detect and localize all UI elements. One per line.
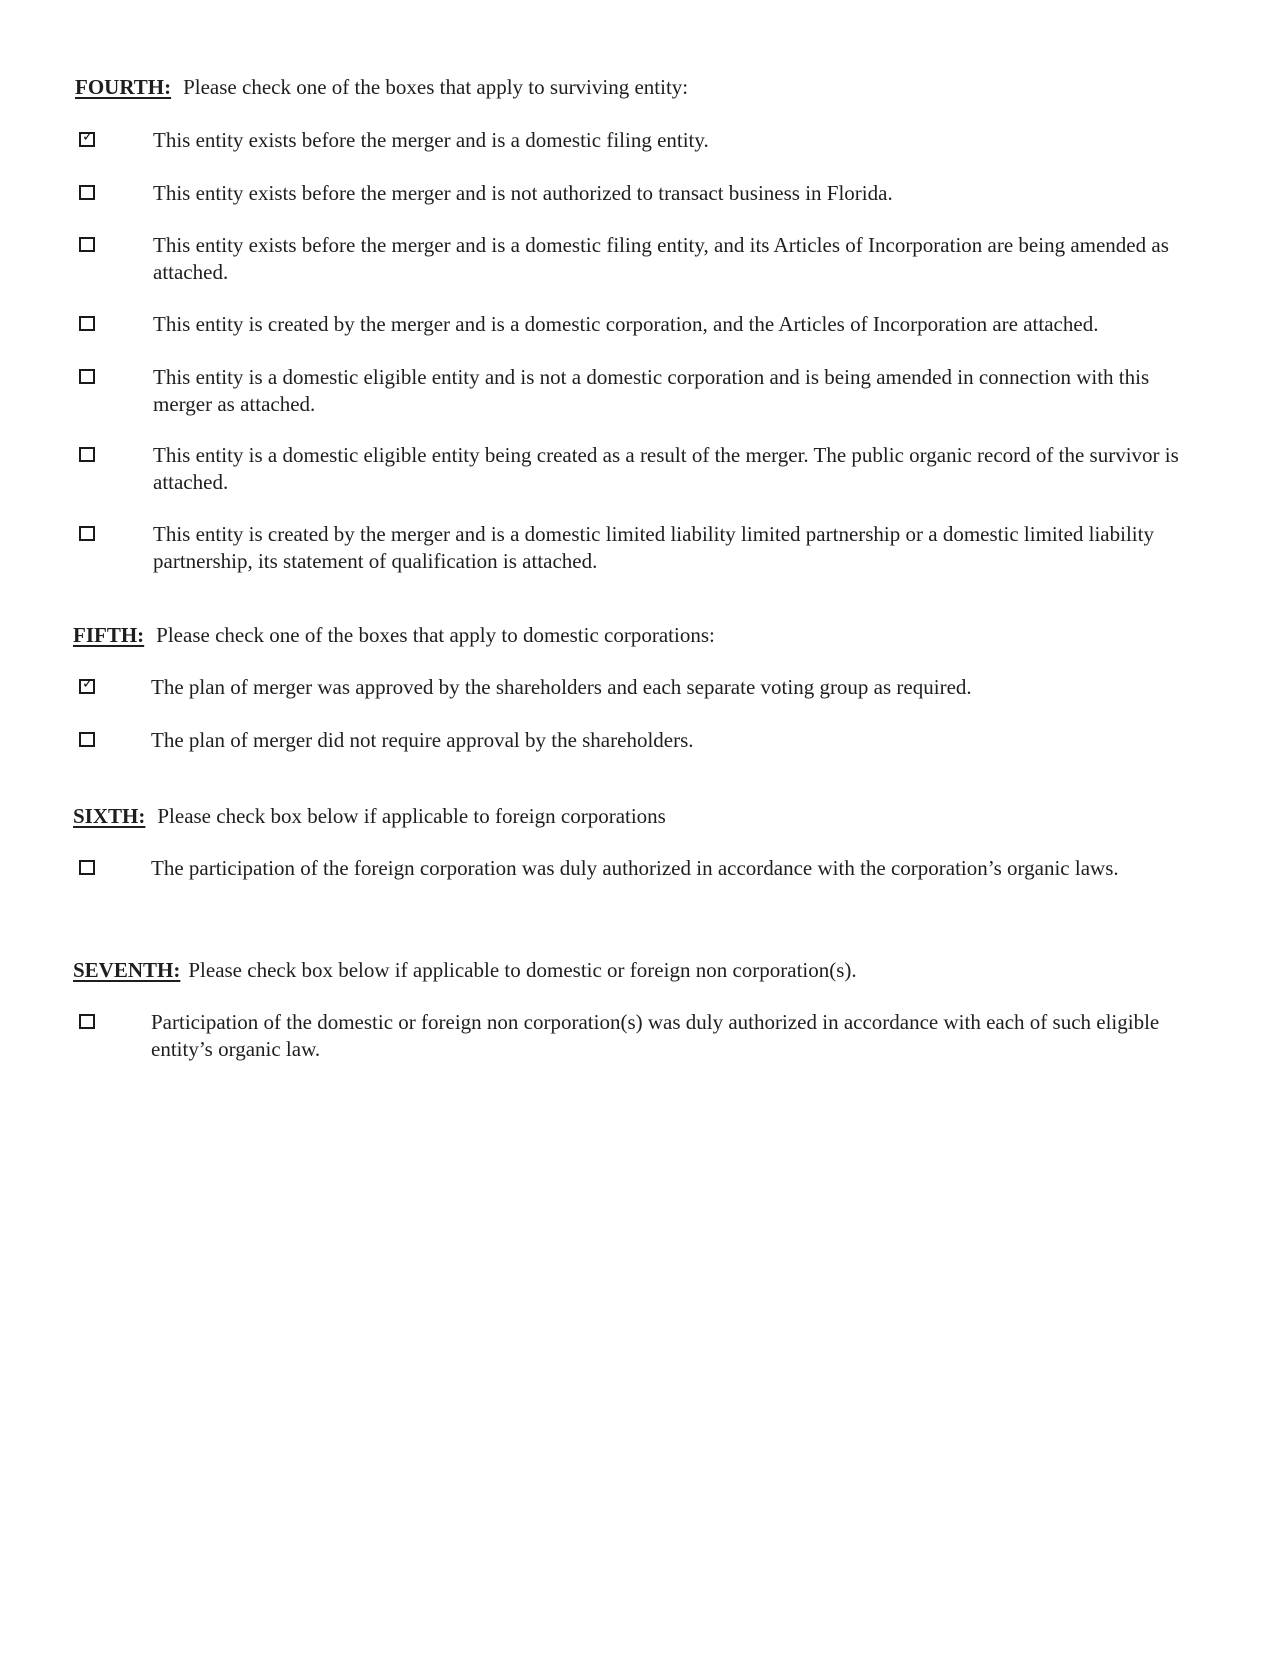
- fifth-option-2-checkbox[interactable]: [79, 732, 95, 747]
- fifth-heading-text: Please check one of the boxes that apply to domestic corporations:: [156, 623, 715, 647]
- check-mark-icon: ✓: [82, 676, 94, 692]
- fourth-option-3-text: This entity exists before the merger and is a domestic filing entity, and its Articles of Incorporation are being amended as attached.: [153, 233, 1169, 284]
- seventh-heading-text: Please check box below if applicable to domestic or foreign non corporation(s).: [188, 958, 857, 982]
- fourth-heading-text: Please check one of the boxes that apply to surviving entity:: [183, 75, 689, 99]
- fifth-option-1-checkbox[interactable]: [79, 676, 95, 694]
- sixth-option-1-text: The participation of the foreign corporation was duly authorized in accordance with the corporation’s organic laws.: [151, 856, 1119, 880]
- fourth-option-6-text: This entity is a domestic eligible entity being created as a result of the merger. The public organic record of the survivor is attached.: [153, 443, 1179, 494]
- sixth-option-1-checkbox[interactable]: [79, 860, 95, 875]
- fifth-option-2-text: The plan of merger did not require approval by the shareholders.: [151, 728, 694, 752]
- fifth-heading: [73, 622, 715, 648]
- sixth-heading-text: Please check box below if applicable to foreign corporations: [157, 804, 666, 828]
- fourth-option-2-checkbox[interactable]: [79, 185, 95, 200]
- fourth-option-5-text: This entity is a domestic eligible entity and is not a domestic corporation and is being amended in connection with this merger as attached.: [153, 365, 1150, 416]
- fourth-option-1-text: This entity exists before the merger and is a domestic filing entity.: [153, 128, 709, 152]
- seventh-heading-label: SEVENTH:: [73, 958, 181, 982]
- fourth-option-5-checkbox[interactable]: [79, 369, 95, 384]
- seventh-option-1-text: Participation of the domestic or foreign non corporation(s) was duly authorized in accordance with each of such eligible entity’s organic law.: [151, 1010, 1160, 1061]
- sixth-heading: [73, 803, 666, 829]
- fourth-option-4-checkbox[interactable]: [79, 316, 95, 331]
- fourth-option-6-checkbox[interactable]: [79, 447, 95, 462]
- fourth-option-7-checkbox[interactable]: [79, 526, 95, 541]
- seventh-option-1-checkbox[interactable]: [79, 1014, 95, 1029]
- fourth-heading: [75, 74, 688, 100]
- fourth-heading-label: FOURTH:: [75, 75, 172, 99]
- fourth-option-1-checkbox[interactable]: [79, 129, 95, 147]
- fourth-option-3-checkbox[interactable]: [79, 237, 95, 252]
- fourth-option-4-text: This entity is created by the merger and is a domestic corporation, and the Articles of Incorporation are attached.: [153, 312, 1099, 336]
- check-mark-icon: ✓: [82, 129, 94, 145]
- fifth-option-1-text: The plan of merger was approved by the shareholders and each separate voting group as required.: [151, 675, 972, 699]
- sixth-heading-label: SIXTH:: [73, 804, 146, 828]
- fourth-option-7-text: This entity is created by the merger and is a domestic limited liability limited partnership or a domestic limited liability partnership, its statement of qualification is attached.: [153, 522, 1154, 573]
- fourth-option-2-text: This entity exists before the merger and is not authorized to transact business in Florida.: [153, 181, 893, 205]
- fifth-heading-label: FIFTH:: [73, 623, 145, 647]
- seventh-heading: [73, 957, 857, 983]
